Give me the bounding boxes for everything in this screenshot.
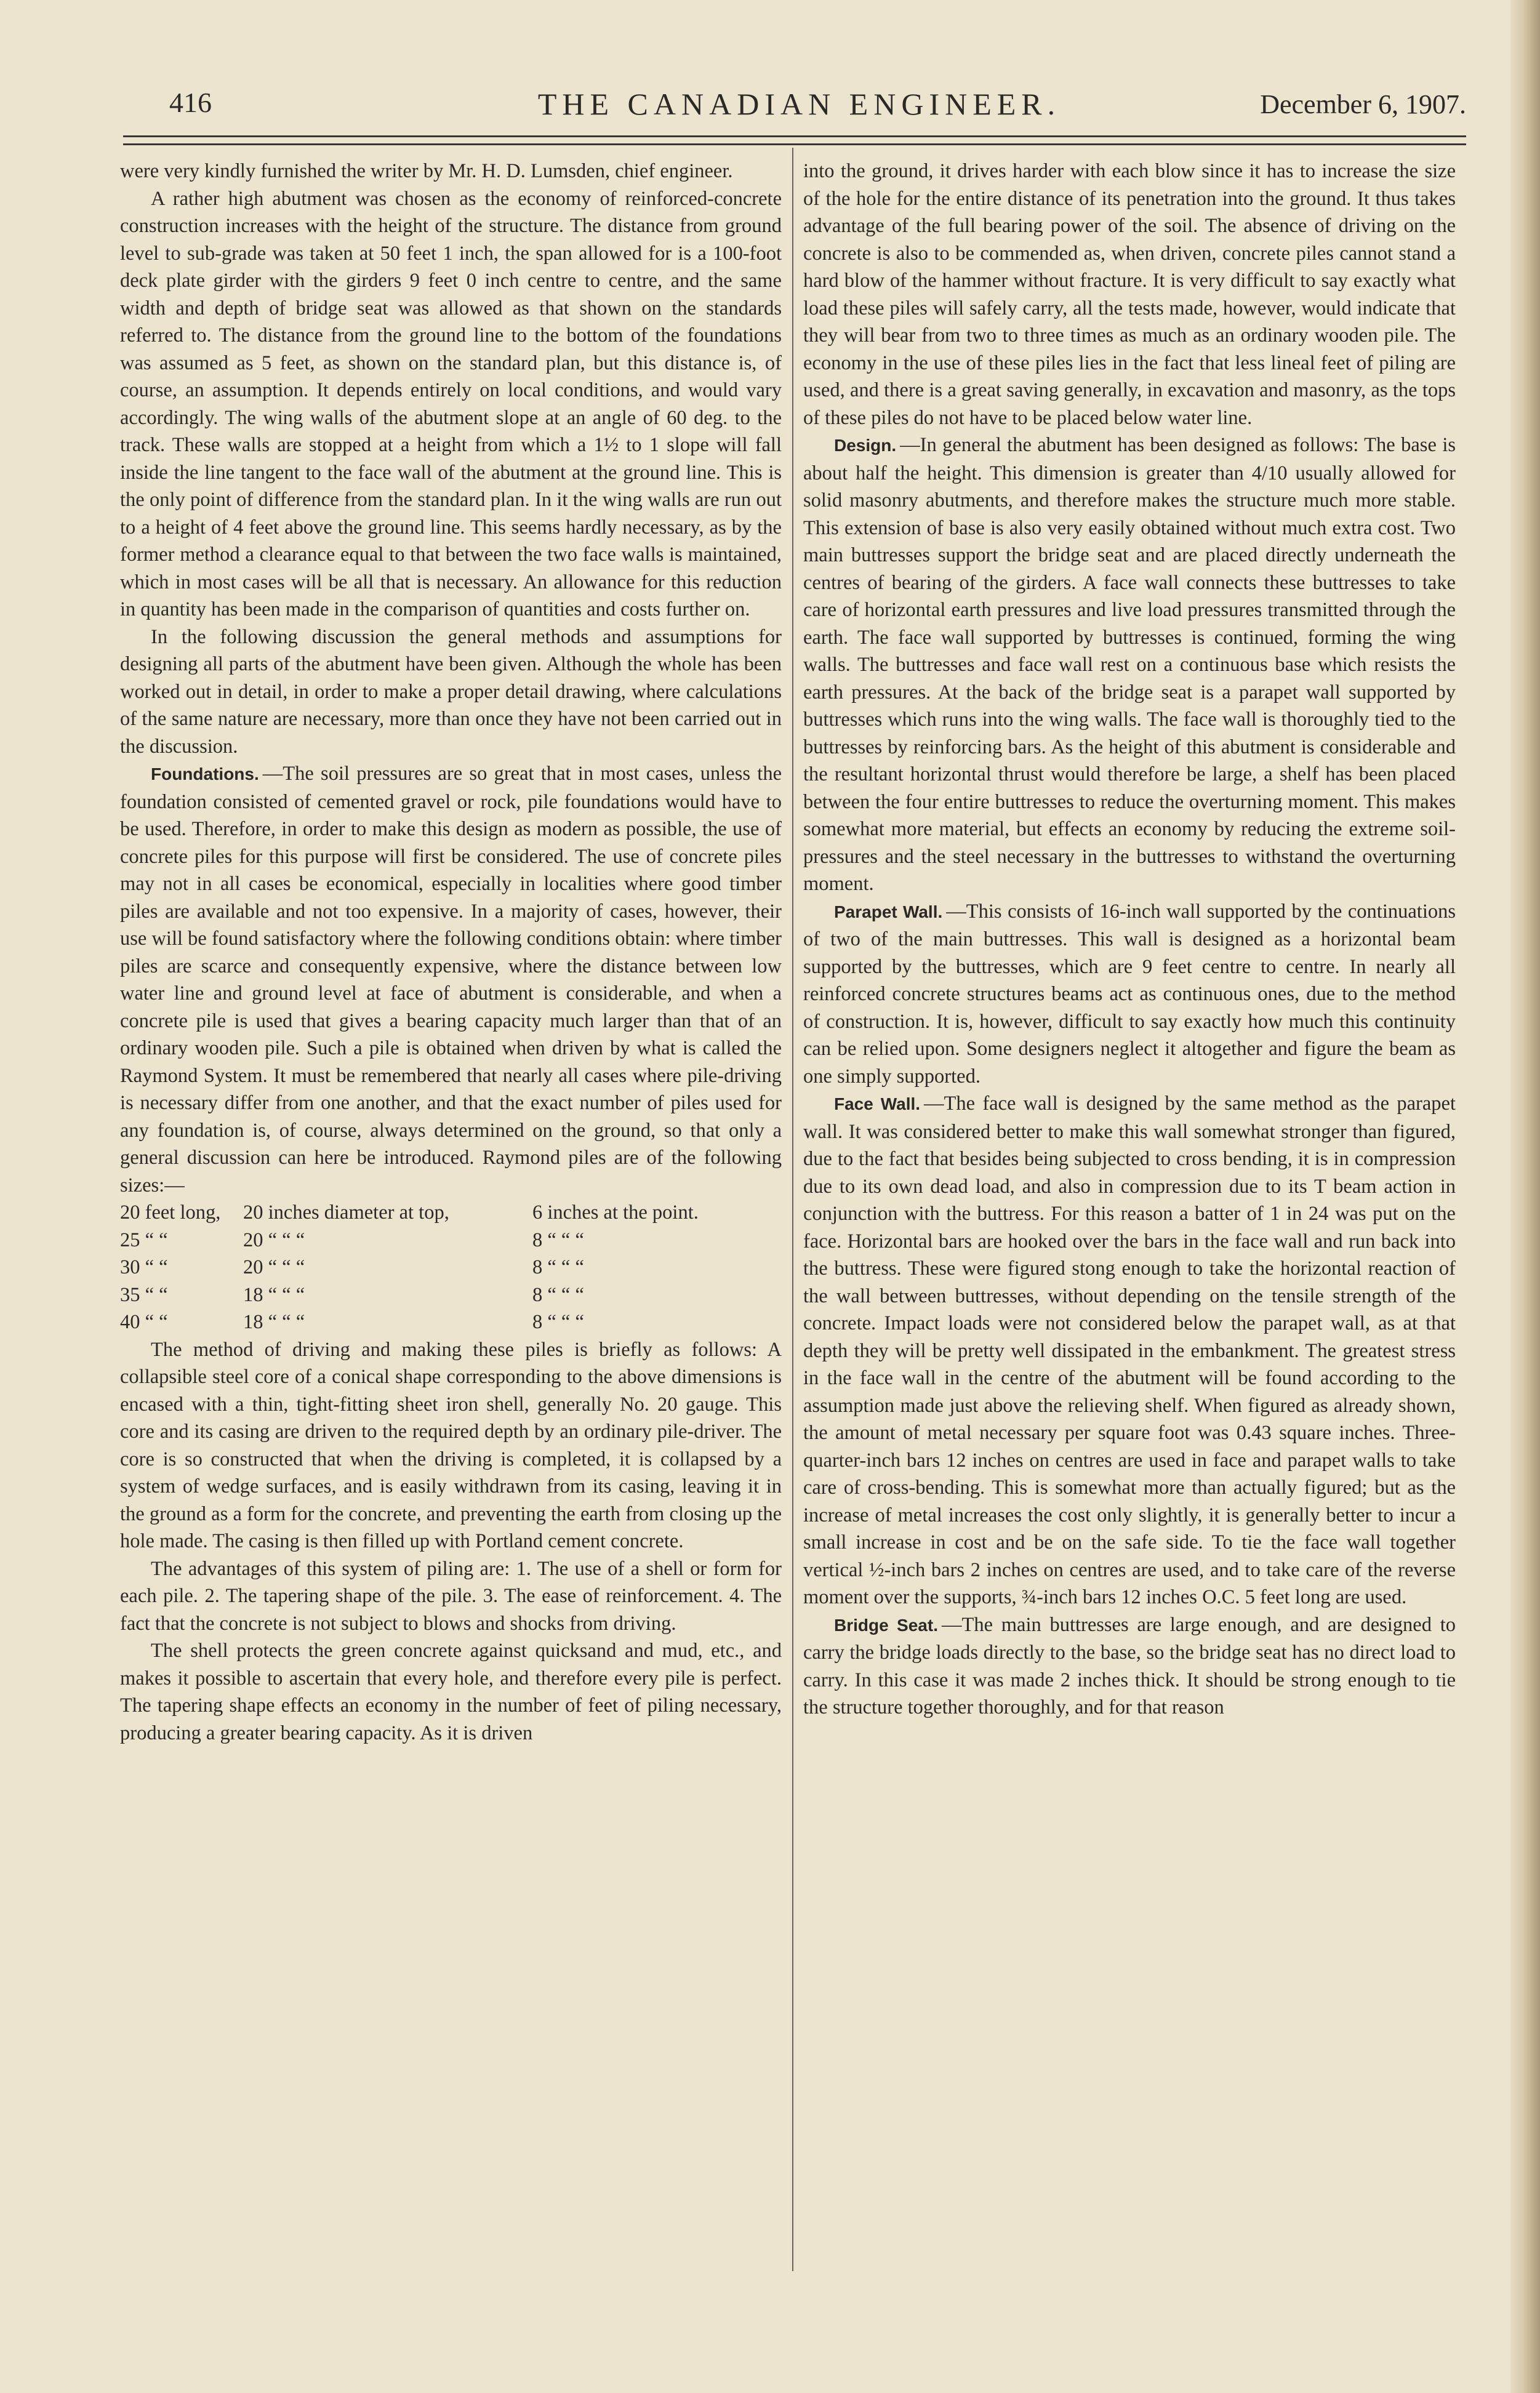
- section-text: —This consists of 16-inch wall supported by the continuations of two of the main buttresses. This wall is designed as a horizontal beam supported by the buttresses, which are 9 feet centre to centre. In nearly all reinforced concrete structures beams act as continuous ones, due to the method of construction. It is, however, difficult to say exactly how much this continuity can be relied upon. Some designers neglect it altogether and figure the beam as one simply supported.: [803, 900, 1456, 1088]
- table-cell: 30 “ “: [120, 1256, 168, 1278]
- table-cell: 25 “ “: [120, 1229, 168, 1251]
- paragraph: were very kindly furnished the writer by Mr. H. D. Lumsden, chief engineer.: [120, 160, 733, 182]
- issue-date: December 6, 1907.: [1260, 89, 1466, 119]
- section-heading: Design.: [834, 436, 897, 455]
- table-row: [120, 1281, 782, 1309]
- table-cell: 18 “ “ “: [243, 1311, 305, 1333]
- paragraph: The method of driving and making these piles is briefly as follows: A collapsible steel core of a conical shape corresponding to the above dimensions is encased with a thin, tight-fitting sheet iron shell, generally No. 20 gauge. This core and its casing are driven to the required depth by an ordinary pile-driver. The core is so constructed that when the driving is completed, it is collapsed by a system of wedge surfaces, and is easily withdrawn from its casing, leaving it in the ground as a form for the concrete, and preventing the earth from closing up the hole made. The casing is then filled up with Portland cement concrete.: [120, 1338, 782, 1552]
- paragraph: In the following discussion the general methods and assumptions for designing all parts of the abutment have been given. Although the whole has been worked out in detail, in order to make a proper detail drawing, where calculations of the same nature are necessary, more than once they have not been carried out in the discussion.: [120, 625, 782, 758]
- journal-title: THE CANADIAN ENGINEER.: [537, 87, 1061, 121]
- table-row: [120, 1309, 782, 1336]
- running-header: [132, 86, 1466, 129]
- section-heading: Parapet Wall.: [834, 902, 943, 921]
- left-column: [120, 158, 782, 1747]
- section-text: —In general the abutment has been designed as follows: The base is about half the height. This dimension is greater than 4/10 usually allowed for solid masonry abutments, and therefore makes the structure much more stable. This extension of base is also very easily obtained without much extra cost. Two main buttresses support the bridge seat and are placed directly underneath the centres of bearing of the girders. A face wall connects these buttresses to take care of horizontal earth pressures and live load pressures transmitted through the earth. The face wall supported by buttresses is continued, forming the wing walls. The buttresses and face wall rest on a continuous base which resists the earth pressures. At the back of the bridge seat is a parapet wall supported by buttresses which runs into the wing walls. The face wall is thoroughly tied to the buttresses by reinforcing bars. As the height of this abutment is considerable and the resultant horizontal thrust would therefore be large, a shelf has been placed between the four entire buttresses to reduce the overturning moment. This makes somewhat more material, but effects an economy by reducing the extreme soil-pressures and the steel necessary in the buttresses to withstand the overturning moment.: [803, 434, 1456, 895]
- table-cell: 20 feet long,: [120, 1201, 221, 1224]
- paragraph: into the ground, it drives harder with each blow since it has to increase the size of the hole for the entire distance of its penetration into the ground. It thus takes advantage of the full bearing power of the soil. The absence of driving on the concrete is also to be commended as, when driven, concrete piles cannot stand a hard blow of the hammer without fracture. It is very difficult to say exactly what load these piles will safely carry, all the tests made, however, would indicate that they will bear from two to three times as much as an ordinary wooden pile. The economy in the use of these piles lies in the fact that less lineal feet of piling are used, and there is a great saving generally, in excavation and masonry, as the tops of these piles do not have to be placed below water line.: [803, 160, 1456, 429]
- column-divider: [792, 148, 793, 2271]
- section-text: —The soil pressures are so great that in most cases, unless the foundation consisted of cemented gravel or rock, pile foundations would have to be used. Therefore, in order to make this design as modern as possible, the use of concrete piles for this purpose will first be considered. The use of concrete piles may not in all cases be economical, especially in localities where good timber piles are available and not too expensive. In a majority of cases, however, their use will be found satisfactory where the following conditions obtain: where timber piles are scarce and consequently expensive, where the distance between low water line and ground level at face of abutment is considerable, and when a concrete pile is used that gives a bearing capacity much larger than that of an ordinary wooden pile. Such a pile is obtained when driven by what is called the Raymond System. It must be remembered that nearly all cases where pile-driving is necessary differ from one another, and that the exact number of piles used for any foundation is, of course, always determined on the ground, so that only a general discussion can here be introduced. Raymond piles are of the following sizes:—: [120, 763, 782, 1196]
- table-cell: 20 inches diameter at top,: [243, 1201, 449, 1224]
- page-edge: [1510, 0, 1540, 2393]
- table-cell: 18 “ “ “: [243, 1283, 305, 1306]
- pile-sizes-table: [120, 1199, 782, 1336]
- section-heading: Foundations.: [151, 764, 259, 784]
- paragraph: The shell protects the green concrete against quicksand and mud, etc., and makes it possible to ascertain that every hole, and therefore every pile is perfect. The tapering shape effects an economy in the number of feet of piling necessary, producing a greater bearing capacity. As it is driven: [120, 1640, 782, 1744]
- design-section: [803, 431, 1456, 898]
- section-heading: Bridge Seat.: [834, 1615, 938, 1635]
- table-cell: 6 inches at the point.: [532, 1201, 699, 1224]
- header-rule: [123, 135, 1466, 145]
- table-row: [120, 1254, 782, 1281]
- table-cell: 20 “ “ “: [243, 1229, 305, 1251]
- foundations-section: [120, 760, 782, 1199]
- right-column: [803, 158, 1456, 1722]
- table-cell: 8 “ “ “: [532, 1256, 584, 1278]
- page-number: 416: [169, 87, 212, 118]
- table-cell: 20 “ “ “: [243, 1256, 305, 1278]
- table-row: [120, 1199, 782, 1227]
- paragraph: The advantages of this system of piling are: 1. The use of a shell or form for each pile. 2. The tapering shape of the pile. 3. The ease of reinforcement. 4. The fact that the concrete is not subject to blows and shocks from driving.: [120, 1557, 782, 1635]
- table-row: [120, 1227, 782, 1254]
- parapet-section: [803, 898, 1456, 1091]
- bridge-seat-section: [803, 1611, 1456, 1722]
- section-heading: Face Wall.: [834, 1094, 921, 1113]
- table-cell: 8 “ “ “: [532, 1311, 584, 1333]
- paragraph: A rather high abutment was chosen as the economy of reinforced-concrete construction increases with the height of the structure. The distance from ground level to sub-grade was taken at 50 feet 1 inch, the span allowed for is a 100-foot deck plate girder with the girders 9 feet 0 inch centre to centre, and the same width and depth of bridge seat was allowed as that shown on the standards referred to. The distance from the ground line to the bottom of the foundations was assumed as 5 feet, as shown on the standard plan, but this distance is, of course, an assumption. It depends entirely on local conditions, and would vary accordingly. The wing walls of the abutment slope at an angle of 60 deg. to the track. These walls are stopped at a height from which a 1½ to 1 slope will fall inside the line tangent to the face wall of the abutment at the ground line. This is the only point of difference from the standard plan. In it the wing walls are run out to a height of 4 feet above the ground line. This seems hardly necessary, as by the former method a clearance equal to that between the two face walls is maintained, which in most cases will be all that is necessary. An allowance for this reduction in quantity has been made in the comparison of quantities and costs further on.: [120, 187, 782, 620]
- table-cell: 35 “ “: [120, 1283, 168, 1306]
- face-wall-section: [803, 1090, 1456, 1611]
- section-text: —The main buttresses are large enough, and are designed to carry the bridge loads directly to the base, so the bridge seat has no direct load to carry. In this case it was made 2 inches thick. It should be strong enough to tie the structure together thoroughly, and for that reason: [803, 1613, 1456, 1718]
- section-text: —The face wall is designed by the same method as the parapet wall. It was considered better to make this wall somewhat stronger than figured, due to the fact that besides being subjected to cross bending, it is in compression due to its own dead load, and also in compression due to its T beam action in conjunction with the buttress. For this reason a batter of 1 in 24 was put on the face. Horizontal bars are hooked over the bars in the face wall and run back into the buttress. These were figured stong enough to take the horizontal reaction of the wall between buttresses, without depending on the tensile strength of the concrete. Impact loads were not considered below the parapet wall, as at that depth they will be pretty well dissipated in the embankment. The greatest stress in the face wall in the centre of the abutment will be found according to the assumption made just above the relieving shelf. When figured as already shown, the amount of metal necessary per square foot was 0.43 square inches. Three-quarter-inch bars 12 inches on centres are used in face and parapet walls to take care of cross-bending. This is somewhat more than actually figured; but as the increase of metal increases the cost only slightly, it is generally better to incur a small increase in cost and be on the safe side. To tie the face wall together vertical ½-inch bars 2 inches on centres are used, and to take care of the reverse moment over the supports, ¾-inch bars 12 inches O.C. 5 feet long are used.: [803, 1092, 1456, 1608]
- table-cell: 8 “ “ “: [532, 1229, 584, 1251]
- table-cell: 40 “ “: [120, 1311, 168, 1333]
- table-cell: 8 “ “ “: [532, 1283, 584, 1306]
